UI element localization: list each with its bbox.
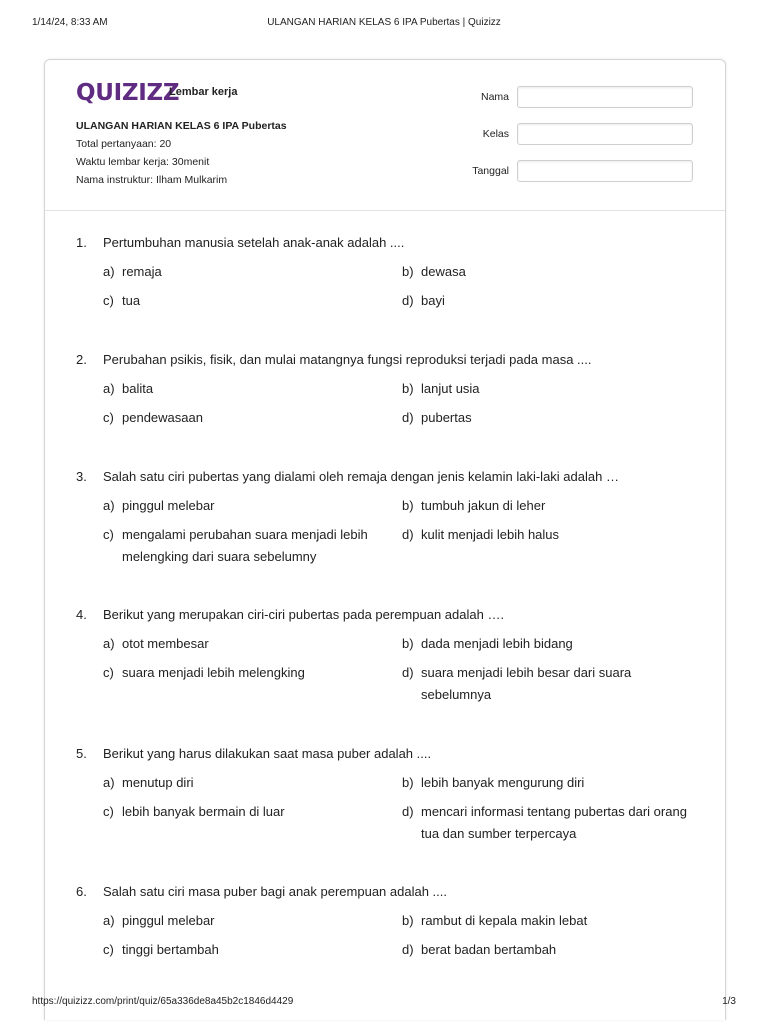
option-c — [103, 662, 383, 684]
option-text: mengalami perubahan suara menjadi lebih melengking dari suara sebelumny — [122, 527, 368, 564]
option-letter: a) — [103, 498, 115, 513]
option-d — [402, 939, 702, 961]
option-a — [103, 261, 383, 283]
option-letter: d) — [402, 665, 414, 680]
option-a — [103, 495, 383, 517]
option-letter: c) — [103, 804, 114, 819]
option-d — [402, 407, 702, 429]
option-text: kulit menjadi lebih halus — [421, 527, 560, 542]
option-text: menutup diri — [122, 775, 194, 790]
option-letter: d) — [402, 942, 414, 957]
option-b — [402, 495, 702, 517]
question-number: 4. — [76, 607, 87, 622]
option-b — [402, 378, 702, 400]
option-text: otot membesar — [122, 636, 209, 651]
option-text: tua — [122, 293, 141, 308]
option-text: tumbuh jakun di leher — [421, 498, 546, 513]
date-field[interactable] — [517, 160, 693, 182]
question-text: Salah satu ciri masa puber bagi anak perempuan adalah .... — [103, 884, 447, 899]
name-field[interactable] — [517, 86, 693, 108]
option-letter: d) — [402, 527, 414, 542]
option-letter: d) — [402, 804, 414, 819]
print-title: ULANGAN HARIAN KELAS 6 IPA Pubertas | Quizizz — [267, 17, 501, 28]
option-letter: c) — [103, 942, 114, 957]
option-text: bayi — [421, 293, 445, 308]
option-letter: b) — [402, 913, 414, 928]
option-a — [103, 633, 383, 655]
question-number: 5. — [76, 746, 87, 761]
option-text: suara menjadi lebih besar dari suara sebelumnya — [421, 665, 632, 702]
option-a — [103, 772, 383, 794]
worksheet-header — [45, 60, 725, 211]
option-letter: b) — [402, 775, 414, 790]
option-b — [402, 772, 702, 794]
option-d — [402, 290, 702, 312]
question-number: 6. — [76, 884, 87, 899]
option-text: tinggi bertambah — [122, 942, 219, 957]
option-text: rambut di kepala makin lebat — [421, 913, 588, 928]
class-field[interactable] — [517, 123, 693, 145]
quizizz-logo: QUIZIZZ — [76, 80, 180, 106]
question-text: Salah satu ciri pubertas yang dialami oleh remaja dengan jenis kelamin laki-laki adalah … — [103, 469, 619, 484]
option-d — [402, 801, 702, 845]
option-text: lebih banyak bermain di luar — [122, 804, 285, 819]
print-url: https://quizizz.com/print/quiz/65a336de8a45b2c1846d4429 — [32, 996, 294, 1007]
option-letter: c) — [103, 665, 114, 680]
option-c — [103, 407, 383, 429]
option-c — [103, 524, 383, 568]
option-text: pinggul melebar — [122, 498, 215, 513]
question-number: 3. — [76, 469, 87, 484]
instructor-name: Nama instruktur: Ilham Mulkarim — [76, 174, 228, 186]
name-label: Nama — [480, 91, 509, 103]
worksheet-label: Lembar kerja — [169, 86, 238, 98]
option-text: pinggul melebar — [122, 913, 215, 928]
option-letter: c) — [103, 293, 114, 308]
question-number: 2. — [76, 352, 87, 367]
page-number: 1/3 — [722, 996, 736, 1007]
option-text: pubertas — [421, 410, 472, 425]
option-letter: a) — [103, 264, 115, 279]
question-text: Perubahan psikis, fisik, dan mulai matangnya fungsi reproduksi terjadi pada masa .... — [103, 352, 592, 367]
question-text: Berikut yang harus dilakukan saat masa puber adalah .... — [103, 746, 432, 761]
option-b — [402, 261, 702, 283]
question-text: Berikut yang merupakan ciri-ciri pubertas pada perempuan adalah …. — [103, 607, 505, 622]
quiz-title: ULANGAN HARIAN KELAS 6 IPA Pubertas — [76, 120, 287, 132]
option-letter: a) — [103, 775, 115, 790]
question-number: 1. — [76, 235, 87, 250]
option-letter: c) — [103, 527, 114, 542]
print-header — [32, 17, 736, 31]
option-text: lanjut usia — [421, 381, 480, 396]
option-c — [103, 939, 383, 961]
option-text: balita — [122, 381, 154, 396]
worksheet-time: Waktu lembar kerja: 30menit — [76, 156, 210, 168]
option-text: dada menjadi lebih bidang — [421, 636, 573, 651]
option-text: dewasa — [421, 264, 466, 279]
question-text: Pertumbuhan manusia setelah anak-anak adalah .... — [103, 235, 405, 250]
date-label: Tanggal — [472, 165, 509, 177]
option-d — [402, 662, 702, 706]
option-letter: a) — [103, 913, 115, 928]
option-text: suara menjadi lebih melengking — [122, 665, 305, 680]
option-letter: b) — [402, 636, 414, 651]
option-c — [103, 290, 383, 312]
option-a — [103, 378, 383, 400]
option-letter: d) — [402, 293, 414, 308]
option-letter: c) — [103, 410, 114, 425]
option-text: pendewasaan — [122, 410, 203, 425]
option-text: lebih banyak mengurung diri — [421, 775, 585, 790]
option-text: remaja — [122, 264, 162, 279]
option-letter: b) — [402, 498, 414, 513]
class-label: Kelas — [482, 128, 509, 140]
worksheet — [44, 59, 726, 1020]
option-letter: a) — [103, 636, 115, 651]
option-letter: a) — [103, 381, 115, 396]
option-letter: b) — [402, 381, 414, 396]
option-letter: b) — [402, 264, 414, 279]
option-letter: d) — [402, 410, 414, 425]
total-questions: Total pertanyaan: 20 — [76, 138, 172, 150]
option-b — [402, 633, 702, 655]
print-date: 1/14/24, 8:33 AM — [32, 17, 108, 28]
option-text: berat badan bertambah — [421, 942, 557, 957]
option-d — [402, 524, 702, 546]
option-c — [103, 801, 383, 823]
option-text: mencari informasi tentang pubertas dari orang tua dan sumber terpercaya — [421, 804, 687, 841]
option-b — [402, 910, 702, 932]
option-a — [103, 910, 383, 932]
